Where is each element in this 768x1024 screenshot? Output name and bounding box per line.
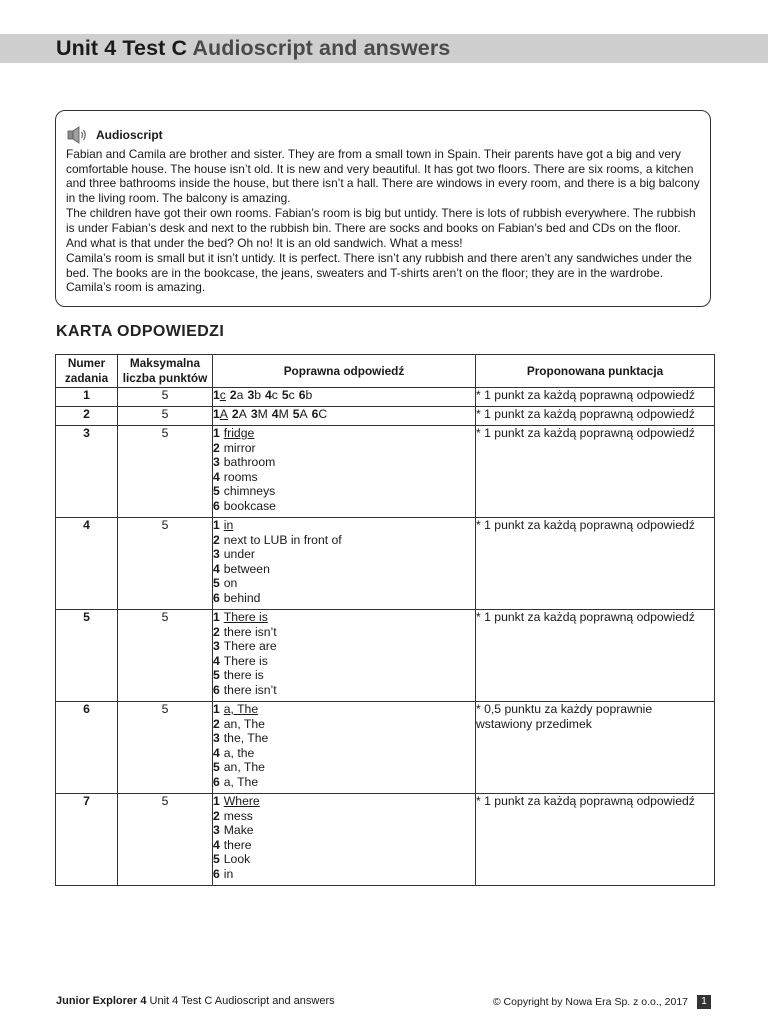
answer-item [293,407,308,421]
answer-item-number: 1 [213,388,220,402]
page-title [56,36,450,61]
answer-item [230,388,244,402]
answer-item [213,746,475,761]
answer-item-number: 3 [213,731,220,746]
answer-item-text: A [299,407,308,421]
audioscript-label: Audioscript [96,128,163,142]
answer-item-text: under [223,547,255,562]
answer-item-number: 6 [213,682,220,697]
answer-item-number: 5 [292,407,300,421]
scoring: * 1 punkt za każdą poprawną odpowiedź [476,426,715,518]
audioscript-paragraph: The children have got their own rooms. Fabian’s room is big but untidy. There is lots of rubbish everywhere. The rubbish is under Fabian’s desk and next to the rubbish bin. There are socks and books on Fabian’s bed and CDs on the floor. And what is that under the bed? Oh no! It is an old sandwich. What a mess! [66,206,696,250]
answer-item [213,683,475,698]
answer-item-number: 6 [213,590,220,605]
max-points: 5 [118,702,213,794]
answer-item-text: b [254,388,261,402]
answer-item-text: c [271,388,278,402]
answer-item [213,562,475,577]
table-row [56,610,715,702]
answer-item-number: 6 [213,774,220,789]
answer-item-number: 4 [271,407,279,421]
answer-item [213,484,475,499]
answer-item-number: 6 [298,388,306,402]
answer-item-text: there isn’t [223,682,277,697]
scoring [476,702,715,794]
speaker-icon [67,126,89,144]
answer-item [213,760,475,775]
task-number: 7 [56,794,118,886]
answer-item-number: 5 [213,668,220,683]
task-number: 4 [56,518,118,610]
header-max-line2: liczba punktów [122,371,208,385]
answer-item-number: 1 [213,702,220,716]
max-points: 5 [118,388,213,407]
answer-item [213,654,475,669]
answer-key-body [56,388,715,886]
answer-item-number: 2 [213,440,220,455]
task-number: 2 [56,407,118,426]
scoring: * 1 punkt za każdą poprawną odpowiedź [476,518,715,610]
answer-item-text: Where [223,794,260,808]
answer-item [213,407,228,421]
max-points: 5 [118,610,213,702]
answer-item-text: the, The [223,731,269,746]
correct-answers [213,702,476,794]
answer-item [213,576,475,591]
answer-item-number: 3 [213,639,220,654]
answer-item [213,441,475,456]
answer-item [213,610,475,625]
answer-item-text: bookcase [223,498,276,513]
header-scoring: Proponowana punktacja [476,355,715,388]
answer-item-number: 1 [213,518,220,532]
answer-item-text: an, The [223,760,265,775]
answer-item-number: 4 [213,837,220,852]
answer-item [213,852,475,867]
scoring-line: * 0,5 punktu za każdy poprawnie [476,702,653,716]
answer-item-number: 5 [281,388,289,402]
answer-item [312,407,328,421]
answer-item [213,533,475,548]
answer-item [213,426,475,441]
answer-item-number: 4 [213,745,220,760]
answer-item-text: a [236,388,244,402]
audioscript-paragraph: Camila’s room is small but it isn’t untidy. It is perfect. There isn’t any rubbish and there aren’t any sandwiches under the bed. The books are in the bookcase, the jeans, sweaters and T-shirts aren’t on the floor; they are in the wardrobe. Camila’s room is amazing. [66,251,692,295]
answer-item [213,809,475,824]
correct-answers [213,610,476,702]
footer-left [56,995,335,1007]
answer-item-number: 5 [213,484,220,499]
table-row [56,518,715,610]
answer-item-number: 3 [213,823,220,838]
correct-answers [213,388,476,407]
answer-item [213,518,475,533]
task-number: 6 [56,702,118,794]
answer-item-number: 2 [213,532,220,547]
header-max [118,355,213,388]
answer-item-text: there isn’t [223,624,277,639]
max-points: 5 [118,407,213,426]
header-num-line1: Numer [67,356,106,370]
answer-item-text: mess [223,808,253,823]
audioscript-header [66,125,700,145]
answer-item [213,591,475,606]
audioscript-box [55,110,711,307]
header-num [56,355,118,388]
answer-item-text: mirror [223,440,256,455]
answer-item [213,499,475,514]
header-num-line2: zadania [64,371,109,385]
answer-item-number: 4 [213,653,220,668]
correct-answers [213,407,476,426]
scoring: * 1 punkt za każdą poprawną odpowiedź [476,388,715,407]
scoring: * 1 punkt za każdą poprawną odpowiedź [476,794,715,886]
table-row [56,407,715,426]
answer-item-number: 2 [229,388,237,402]
task-number: 1 [56,388,118,407]
answer-item-text: fridge [223,426,255,440]
answer-item-number: 2 [213,716,220,731]
answer-item-text: c [219,388,226,402]
answer-item-number: 3 [213,547,220,562]
answer-item [213,388,226,402]
page-number: 1 [697,995,711,1009]
answer-item-number: 6 [213,498,220,513]
answer-item [213,702,475,717]
answer-item-number: 5 [213,760,220,775]
answer-item-text: between [223,561,270,576]
answer-item-text: rooms [223,469,258,484]
answer-item-number: 2 [213,808,220,823]
answer-item-number: 2 [213,624,220,639]
answer-item-text: in [223,866,234,881]
table-row [56,794,715,886]
table-header-row [56,355,715,388]
scoring: * 1 punkt za każdą poprawną odpowiedź [476,407,715,426]
answer-item-number: 1 [213,794,220,808]
table-row [56,702,715,794]
scoring-line: wstawiony przedimek [476,716,592,731]
answer-item-text: on [223,576,238,591]
answer-item [213,823,475,838]
answer-item [213,470,475,485]
audioscript-paragraph: Fabian and Camila are brother and sister. They are from a small town in Spain. Their parents have got a big and very comfortable house. The house isn’t old. It is new and very beautiful. It has got two floors. There are six rooms, a kitchen and three bathrooms inside the house, but there isn’t a hall. There are windows in every room, and there is a big balcony in the living room. The balcony is amazing. [66,147,700,205]
task-number: 3 [56,426,118,518]
answer-item-number: 3 [250,407,258,421]
task-number: 5 [56,610,118,702]
max-points: 5 [118,794,213,886]
answer-item [232,407,247,421]
footer-copyright: © Copyright by Nowa Era Sp. z o.o., 2017 [492,996,688,1008]
answer-item-number: 2 [231,407,239,421]
answer-key-title: KARTA ODPOWIEDZI [56,323,225,340]
answer-item [213,639,475,654]
answer-item-text: M [278,407,289,421]
answer-key-table [55,354,715,886]
answer-item-text: C [318,407,328,421]
answer-item-text: an, The [223,716,265,731]
answer-item-number: 4 [213,469,220,484]
answer-item-text: There is [223,653,268,668]
answer-item [247,388,261,402]
answer-item-number: 6 [213,866,220,881]
answer-item-text: bathroom [223,455,276,470]
answer-item-number: 4 [213,561,220,576]
answer-item [213,455,475,470]
answer-item-text: a, The [223,702,259,716]
header-max-line1: Maksymalna [129,356,201,370]
answer-item-text: There is [223,610,268,624]
answer-item-number: 3 [247,388,255,402]
answer-item-text: a, The [223,774,259,789]
answer-item-number: 5 [213,852,220,867]
scoring: * 1 punkt za każdą poprawną odpowiedź [476,610,715,702]
answer-item-number: 1 [213,610,220,624]
answer-item-text: in [223,518,234,532]
answer-item-number: 6 [311,407,319,421]
answer-item [213,775,475,790]
answer-item-text: A [219,407,228,421]
answer-item [213,794,475,809]
table-row [56,388,715,407]
answer-item [272,407,289,421]
answer-item [265,388,278,402]
answer-item-text: next to LUB in front of [223,532,342,547]
answer-item [213,867,475,882]
answer-item-text: M [257,407,268,421]
answer-item-number: 4 [265,388,272,402]
correct-answers [213,518,476,610]
answer-item [213,625,475,640]
header-answer: Poprawna odpowiedź [213,355,476,388]
answer-item [251,407,268,421]
answer-item [213,547,475,562]
correct-answers [213,426,476,518]
page-title-rest: Audioscript and answers [192,36,451,60]
answer-item [282,388,295,402]
answer-item-text: chimneys [223,484,276,499]
answer-item-text: a, the [223,745,255,760]
answer-item-text: Look [223,852,251,867]
answer-item-text: b [305,388,313,402]
answer-item [213,838,475,853]
page-title-bold: Unit 4 Test C [56,36,188,60]
answer-item-number: 3 [213,455,220,470]
max-points: 5 [118,518,213,610]
footer-doc: Unit 4 Test C Audioscript and answers [149,995,335,1007]
answer-item-number: 1 [213,426,220,440]
answer-item-text: there is [223,668,264,683]
answer-item [213,668,475,683]
answer-item-text: there [223,837,252,852]
answer-item-text: A [238,407,247,421]
answer-item-text: Make [223,823,254,838]
table-row [56,426,715,518]
correct-answers [213,794,476,886]
answer-item-number: 5 [213,576,220,591]
answer-item-text: There are [223,639,277,654]
answer-item-number: 1 [213,407,220,421]
answer-item-text: c [288,388,295,402]
answer-item-text: behind [223,590,261,605]
answer-item [299,388,313,402]
answer-item [213,731,475,746]
max-points: 5 [118,426,213,518]
footer-book: Junior Explorer 4 [56,995,147,1007]
answer-item [213,717,475,732]
